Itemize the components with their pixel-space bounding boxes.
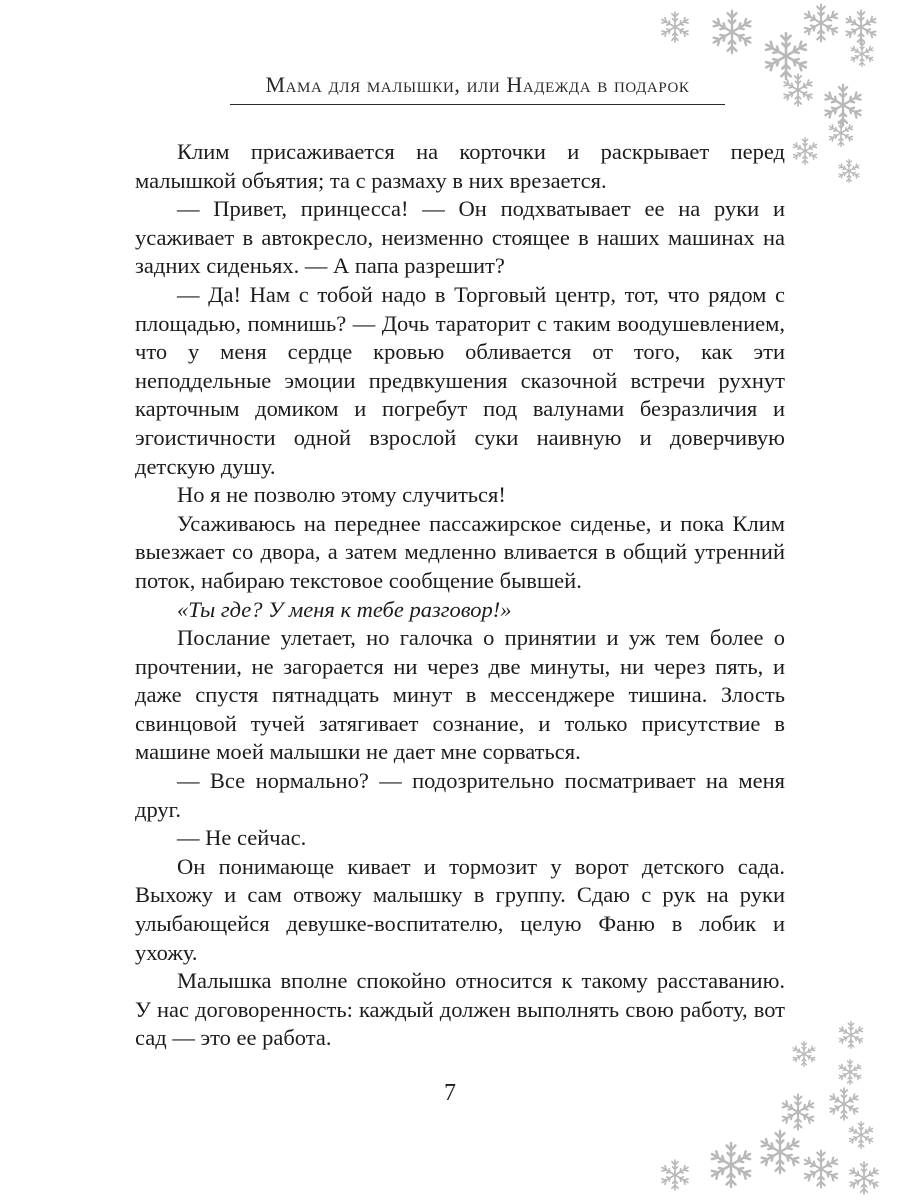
paragraph: Клим присаживается на корточки и раскрывает перед малышкой объятия; та с размаху в них врезается. (135, 139, 785, 193)
paragraph: Но я не позволю этому случиться! (177, 482, 506, 508)
snowflake-icon (790, 1040, 818, 1068)
paragraph: — Не сейчас. (177, 825, 307, 851)
snowflake-icon (826, 118, 856, 148)
snowflake-icon (836, 1058, 864, 1086)
snowflake-icon (706, 1140, 756, 1190)
running-head: Мама для малышки, или Надежда в подарок (265, 72, 690, 97)
header-rule (230, 104, 725, 105)
snowflake-icon (826, 1086, 862, 1122)
snowflake-icon (708, 8, 756, 56)
snowflake-icon (756, 1128, 804, 1176)
paragraph: Он понимающе кивает и тормозит у ворот детского сада. Выхожу и сам отвожу малышку в группу. Сдаю с рук на руки улыбающейся девушке-воспитателю, целую Фаню в лобик и ухожу. (135, 853, 785, 965)
paragraph: — Все нормально? — подозрительно посматривает на меня друг. (135, 768, 785, 822)
snowflake-icon (846, 1160, 882, 1196)
snowflake-icon (848, 40, 876, 68)
snowflake-icon (658, 10, 692, 44)
message-quote: «Ты где? У меня к тебе разговор!» (177, 596, 512, 622)
snowflake-icon (800, 1148, 842, 1190)
snowflake-icon (836, 158, 862, 184)
snowflake-icon (800, 2, 842, 44)
snowflake-icon (790, 136, 820, 166)
paragraph: — Да! Нам с тобой надо в Торговый центр, тот, что рядом с площадью, помнишь? — Дочь тараторит с таким воодушевлением, что у меня сердце кровью обливается от того, как эти неподдельные эмоции предвкушения сказочной встречи рухнут карточным домиком и погребут под валунами безразличия и эгоистичности одной взрослой суки наивную и доверчивую детскую душу. (135, 281, 785, 479)
paragraph: Малышка вполне спокойно относится к такому расставанию. У нас договоренность: каждый должен выполнять свою работу, вот сад — это ее работа. (135, 968, 785, 1051)
paragraph: Послание улетает, но галочка о принятии и уж тем более о прочтении, не загорается ни через две минуты, ни через пять, и даже спустя пятнадцать минут в мессенджере тишина. Злость свинцовой тучей затягивает сознание, и только присутствие в машине моей малышки не дает мне сорваться. (135, 625, 785, 765)
paragraph: — Привет, принцесса! — Он подхватывает ее на руки и усаживает в автокресло, неизменно стоящее в наших машинах на задних сиденьях. — А папа разрешит? (135, 196, 785, 279)
body-text (135, 138, 785, 1053)
snowflake-icon (658, 1158, 692, 1192)
snowflake-icon (780, 72, 816, 108)
snowflake-icon (778, 1092, 818, 1132)
page-number: 7 (444, 1080, 456, 1106)
snowflake-icon (836, 1020, 866, 1050)
paragraph: Усаживаюсь на переднее пассажирское сиденье, и пока Клим выезжает со двора, а затем медленно вливается в общий утренний поток, набираю текстовое сообщение бывшей. (135, 510, 785, 593)
snowflake-icon (846, 1120, 876, 1150)
